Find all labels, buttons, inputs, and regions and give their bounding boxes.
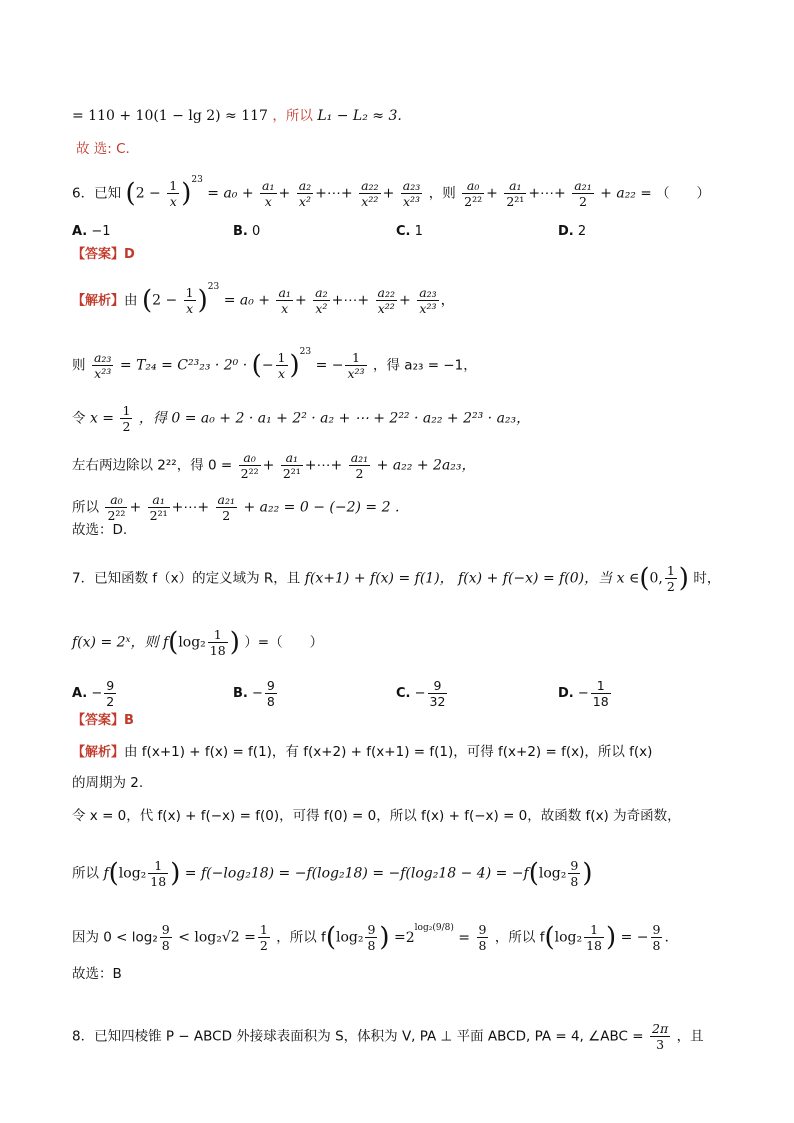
q7-option-a: A. − $\frac{9}{2}$	[72, 678, 115, 709]
q6-option-c: C. 1	[396, 224, 423, 239]
q6-analysis-line-2: 则 $\frac{\text{a₂₃}}{\text{x²³}}$ = T₂₄ = C²³₂₃ · 2⁰ · (− $\frac{1}{x}$ )$^{23}$ = − $\frac{1}{\text{x²³}}$ ，得 a₂₃ = −1，	[72, 346, 477, 381]
q7-analysis-line-5: 因为 0 < log₂ $\frac{9}{8}$ < log₂√2 = $\frac{1}{2}$ ，所以 f(log₂ $\frac{9}{8}$ ) $=2^{log_2(9/8)}$ = $\frac{9}{8}$ ，所以 f(log₂ $\frac{1}{18}$ ) = − $\frac{9}{8}$ .	[72, 922, 669, 953]
q6-answer: 【答案】D	[72, 247, 135, 262]
equation: = 110 + 10(1 − lg 2) ≈ 117	[72, 108, 268, 124]
q7-answer: 【答案】B	[72, 713, 134, 728]
q6-option-d: D. 2	[558, 224, 587, 239]
question-7-stem-2: f(x) = 2ˣ，则 f(log₂ $\frac{1}{18}$ ) ）=（ ）	[72, 627, 324, 658]
q6-option-b: B. 0	[233, 224, 261, 239]
q7-analysis-line-1: 【解析】由 f(x+1) + f(x) = f(1)，有 f(x+2) + f(x+1) = f(1)，可得 f(x+2) = f(x)，所以 f(x)	[72, 744, 653, 760]
q7-analysis-line-2: 的周期为 2.	[72, 775, 144, 791]
q6-option-a: A. −1	[72, 224, 111, 239]
q7-option-b: B. − $\frac{9}{8}$	[233, 678, 275, 709]
q7-option-c: C. − $\frac{9}{32}$	[396, 678, 446, 709]
choice-line: 故 选: C.	[76, 141, 130, 157]
q7-analysis-line-3: 令 x = 0，代 f(x) + f(−x) = f(0)，可得 f(0) = 0，所以 f(x) + f(−x) = 0，故函数 f(x) 为奇函数，	[72, 808, 681, 824]
q6-choose: 故选：D.	[72, 522, 128, 538]
q7-choose: 故选：B	[72, 966, 122, 982]
q6-analysis-line-4: 左右两边除以 2²²，得 0 = $\frac{\text{a₀}}{\text{2²²}}$ + $\frac{\text{a₁}}{\text{2²¹}}$ +⋯+ $\frac{\text{a₂₁}}{2}$ + a₂₂ + 2a₂₃，	[72, 450, 476, 481]
q6-analysis-line-3: 令 x = $\frac{1}{2}$ ，得 0 = a₀ + 2 · a₁ + 2² · a₂ + ⋯ + 2²² · a₂₂ + 2²³ · a₂₃，	[72, 403, 531, 434]
solution-tail-line: = 110 + 10(1 − lg 2) ≈ 117 ，所以 L₁ − L₂ ≈ 3.	[72, 108, 402, 124]
question-8-stem: 8．已知四棱锥 P − ABCD 外接球表面积为 S，体积为 V, PA ⊥ 平面 ABCD, PA = 4, ∠ABC = $\frac{2\pi}{3}$ ，且	[72, 1021, 704, 1052]
question-7-stem: 7．已知函数 f（x）的定义域为 R，且 f(x+1) + f(x) = f(1)， f(x) + f(−x) = f(0)，当 x ∈(0, $\frac{1}{2}$ ) 时，	[72, 563, 721, 594]
q6-analysis-line-5: 所以 $\frac{\text{a₀}}{\text{2²²}}$ + $\frac{\text{a₁}}{\text{2²¹}}$ +⋯+ $\frac{\text{a₂₁}}{2}$ + a₂₂ = 0 − (−2) = 2 .	[72, 492, 400, 523]
q7-option-d: D. − $\frac{1}{18}$	[558, 678, 609, 709]
q6-analysis-line-1: 【解析】由 (2 − $\frac{1}{x}$ )$^{23}$ = a₀ + $\frac{\text{a₁}}{x}$ + $\frac{\text{a₂}}{\text{x²}}$ +⋯+ $\frac{\text{a₂₂}}{\text{x²²}}$ + $\frac{\text{a₂₃}}{\text{x²³}}$ ，	[72, 281, 455, 316]
q7-analysis-line-4: 所以 f(log₂ $\frac{1}{18}$ ) = f(−log₂18) = −f(log₂18) = −f(log₂18 − 4) = −f(log₂ $\frac{9}{8}$ )	[72, 858, 593, 889]
question-6-stem: 6．已知 (2 − $\frac{1}{x}$ )$^{23}$ = a₀ + $\frac{\text{a₁}}{x}$ + $\frac{\text{a₂}}{\text{x²}}$ +⋯+ $\frac{\text{a₂₂}}{\text{x²²}}$ + $\frac{\text{a₂₃}}{\text{x²³}}$ ，则 $\frac{\text{a₀}}{\text{2²²}}$ + $\frac{\text{a₁}}{\text{2²¹}}$ +⋯+ $\frac{\text{a₂₁}}{2}$ + a₂₂ = （ ）	[72, 174, 710, 209]
